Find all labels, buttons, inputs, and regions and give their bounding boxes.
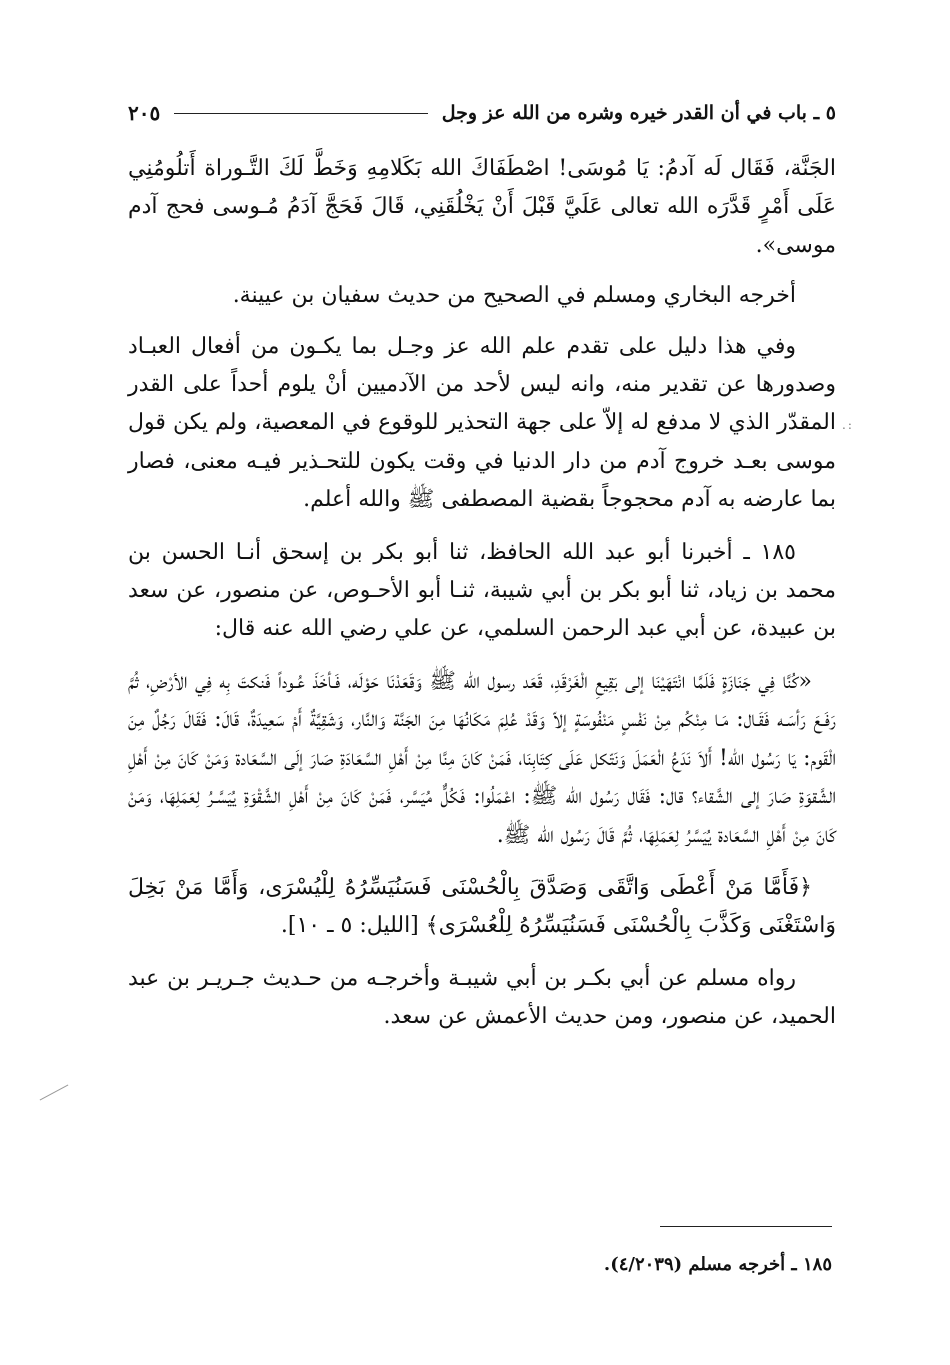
commentary-paragraph: وفي هذا دليل على تقدم علم الله عز وجـل بما يكـون من أفعال العبـاد وصدورها عن تقدير منه، وانه ليس لأحد من الآدميين أنْ يلوم أحداً على القدر المقدّر الذي لا مدفع له إلاّ على جهة التحذير للوقوع في المعصية، ولم يكن قول موسى بعـد خروج آدم من دار الدنيا في وقت يكون للتحـذير فيـه معنى، فصار بما عارضه به آدم محجوجاً بقضية المصطفى ﷺ والله أعلم. [128, 333, 836, 513]
margin-pencil-mark [40, 1085, 69, 1101]
page-body [128, 150, 836, 1037]
footnote-rule [660, 1226, 832, 1227]
hadith-text-paragraph: «كُنَّا فِي جَنَازَةٍ فَلَمَّا انْتَهَيْنَا إلى بَقِيعِ الْغَرْقَدِ، قَعَد رسول الله ﷺ وَقَعَدْنَا حَوْلَه، فَـأخَذَ عُـوداً فَنكتَ بِه فِي الأرْضِ، ثُمَّ رَفَـعَ رَأسَـه فَقَـال: مَـا مِنْكُم مِنْ نَفْسٍ مَنْفُوسَةٍ إلاّ وَقَدْ عُلِمَ مَكَانُهَا مِنَ الجَنَّة وَالنَّار، وَشَقِيَّةٌ أَمْ سَعِيدَةٌ، قَالَ: فَقَالَ رَجُلٌ مِنَ الْقَوم: يَا رَسُول الله! أَلاَ نَدَعُ الْعَمَلَ وَنَتّكل عَلَى كِتَابِنَا، فَمَنْ كَانَ مِنَّا مِنْ أَهْلِ السَّعَادَةِ صَارَ إلَى السَّعَادة وَمَنْ كَانَ مِنْ أَهْلِ الشَّقوَةِ صَارَ إلى الشَّقاء؟ قال: فَقَال رَسُول الله ﷺ: اعْمَلُوا: فَكُلٌّ مُيَسَّر، فَمَنْ كَانَ مِنْ أَهْلِ الشَّقْوَةِ يُيَسَّـرُ لِعَمَلِهَا، وَمَنْ كَانَ مِنْ أَهْلِ السَّعَادة يُيَسَّرُ لِعَمَلِهَا، ثُمَّ قَالَ رَسُول الله ﷺ. [128, 668, 837, 848]
narration-paragraph: رواه مسلم عن أبي بكـر بن أبي شيبـة وأخرجـه من حـديث جـريـر بن عبد الحميد، عن منصور، ومن حديث الأعمش عن سعد. [128, 965, 836, 1030]
quran-verse-paragraph: ﴿فَأَمَّا مَنْ أَعْطَى وَاتَّقَى وَصَدَّقَ بِالْحُسْنَى فَسَنُيَسِّرُهُ لِلْيُسْرَى، وَأَمَّا مَنْ بَخِلَ وَاسْتَغْنَى وَكَذَّبَ بِالْحُسْنَى فَسَنُيَسِّرُهُ لِلْعُسْرَى﴾ [الليل: ٥ ـ ١٠]. [128, 874, 836, 939]
hadith-ending-paragraph: الجَنَّة، فَقَال لَه آدمُ: يَا مُوسَى! اصْطَفَاكَ الله بَكَلامِهِ وَخَطَّ لَكَ التَّـوراة أَتلُومُنِي عَلَى أَمْرٍ قَدَّرَه الله تعالى عَلَيَّ قَبْلَ أَنْ يَخْلُقَنِي، قَالَ فَحَجَّ آدَمُ مُـوسى فحج آدم موسى». [128, 156, 836, 258]
page-number: ٢٠٥ [128, 101, 161, 125]
source-note-paragraph: أخرجه البخاري ومسلم في الصحيح من حديث سفيان بن عيينة. [232, 283, 796, 309]
running-title: ٥ ـ باب في أن القدر خيره وشره من الله عز وجل [441, 102, 836, 124]
isnad-paragraph: ١٨٥ ـ أخبرنا أبو عبد الله الحافظ، ثنا أبو بكر بن إسحق أنـا الحسن بن محمد بن زياد، ثنا أبو بكر بن أبي شيبة، ثنـا أبو الأحـوص، عن منصور، عن سعد بن عبيدة، عن أبي عبد الرحمن السلمي، عن علي رضي الله عنه قال: [128, 539, 836, 642]
header-rule [174, 113, 428, 114]
page-header [128, 96, 836, 130]
margin-dots: .: [842, 418, 854, 432]
footnote: ١٨٥ ـ أخرجه مسلم (٤/٢٠٣٩). [603, 1254, 832, 1275]
